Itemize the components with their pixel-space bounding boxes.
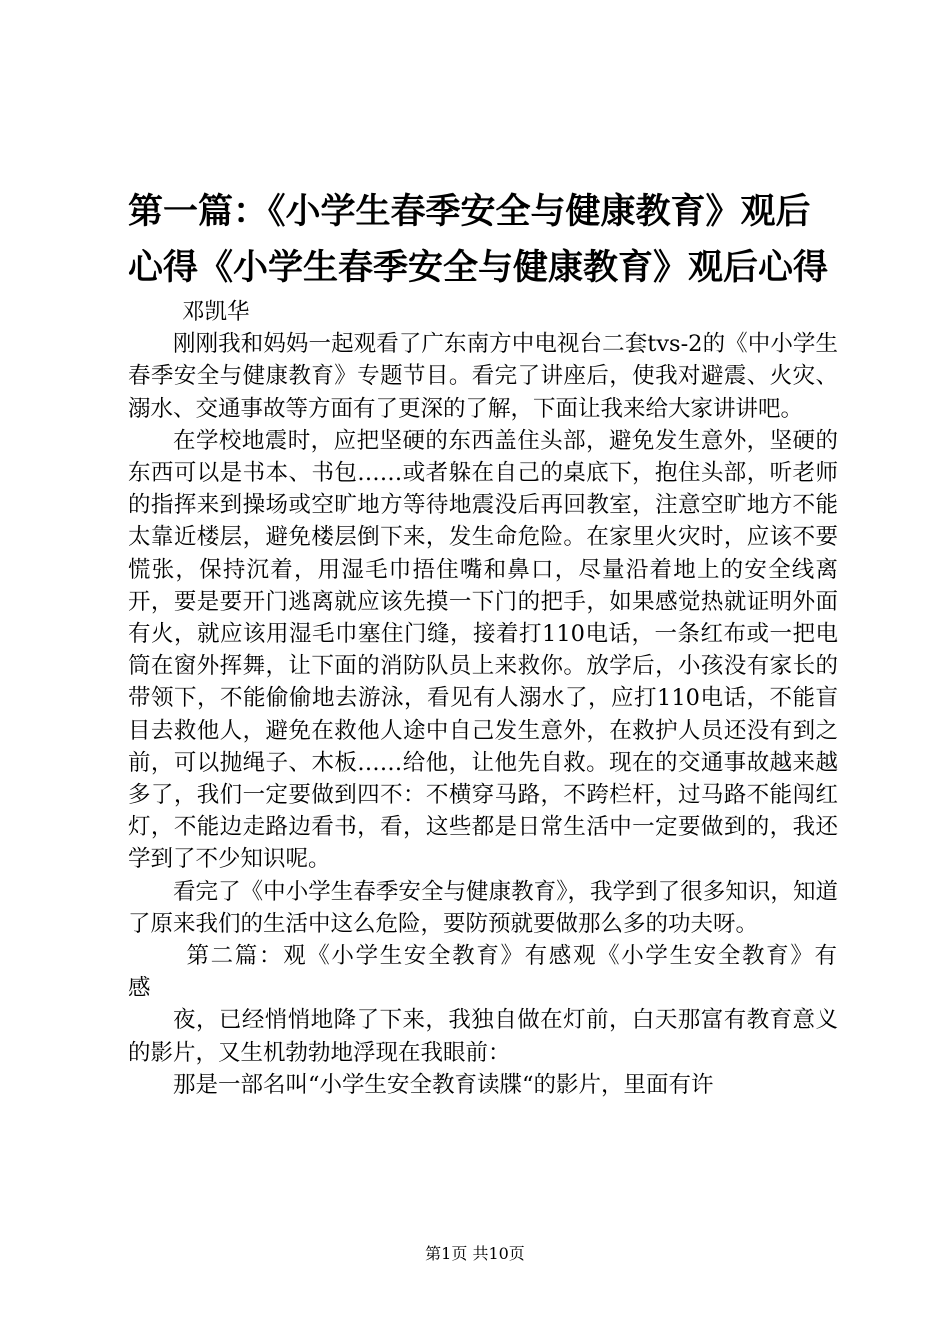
document-title: 第一篇：《小学生春季安全与健康教育》观后心得《小学生春季安全与健康教育》观后心得 bbox=[128, 192, 829, 288]
paragraph-5: 那是一部名叫“小学生安全教育读牒“的影片，里面有许 bbox=[173, 1071, 714, 1098]
paragraph-3: 看完了《中小学生春季安全与健康教育》，我学到了很多知识，知道了原来我们的生活中这么危险，要防预就要做那么多的功夫呀。 bbox=[128, 878, 838, 937]
document-body bbox=[128, 296, 838, 1101]
author-name: 邓凯华 bbox=[182, 299, 250, 325]
paragraph-4: 夜，已经悄悄地降了下来，我独自做在灯前，白天那富有教育意义的影片，又生机勃勃地浮现在我眼前： bbox=[128, 1007, 838, 1066]
section-two-heading: 第二篇：观《小学生安全教育》有感观《小学生安全教育》有感 bbox=[128, 943, 838, 1002]
page-footer: 第1页 共10页 bbox=[425, 1244, 525, 1263]
paragraph-2: 在学校地震时，应把坚硬的东西盖住头部，避免发生意外，坚硬的东西可以是书本、书包……或者躲在自己的桌底下，抱住头部，听老师的指挥来到操场或空旷地方等待地震没后再回教室，注意空旷地方不能太靠近楼层，避免楼层倒下来，发生命危险。在家里火灾时，应该不要慌张，保持沉着，用湿毛巾捂住嘴和鼻口，尽量沿着地上的安全线离开，要是要开门逃离就应该先摸一下门的把手，如果感觉热就证明外面有火，就应该用湿毛巾塞住门缝，接着打110电话，一条红布或一把电筒在窗外挥舞，让下面的消防队员上来救你。放学后，小孩没有家长的带领下，不能偷偷地去游泳，看见有人溺水了，应打110电话，不能盲目去救他人，避免在救他人途中自己发生意外，在救护人员还没有到之前，可以抛绳子、木板……给他，让他先自救。现在的交通事故越来越多了，我们一定要做到四不：不横穿马路，不跨栏杆，过马路不能闯红灯，不能边走路边看书，看，这些都是日常生活中一定要做到的，我还学到了不少知识呢。 bbox=[128, 427, 838, 873]
paragraph-1: 刚刚我和妈妈一起观看了广东南方中电视台二套tvs-2的《中小学生春季安全与健康教育》专题节目。看完了讲座后，使我对避震、火灾、溺水、交通事故等方面有了更深的了解，下面让我来给大家讲讲吧。 bbox=[128, 331, 838, 422]
